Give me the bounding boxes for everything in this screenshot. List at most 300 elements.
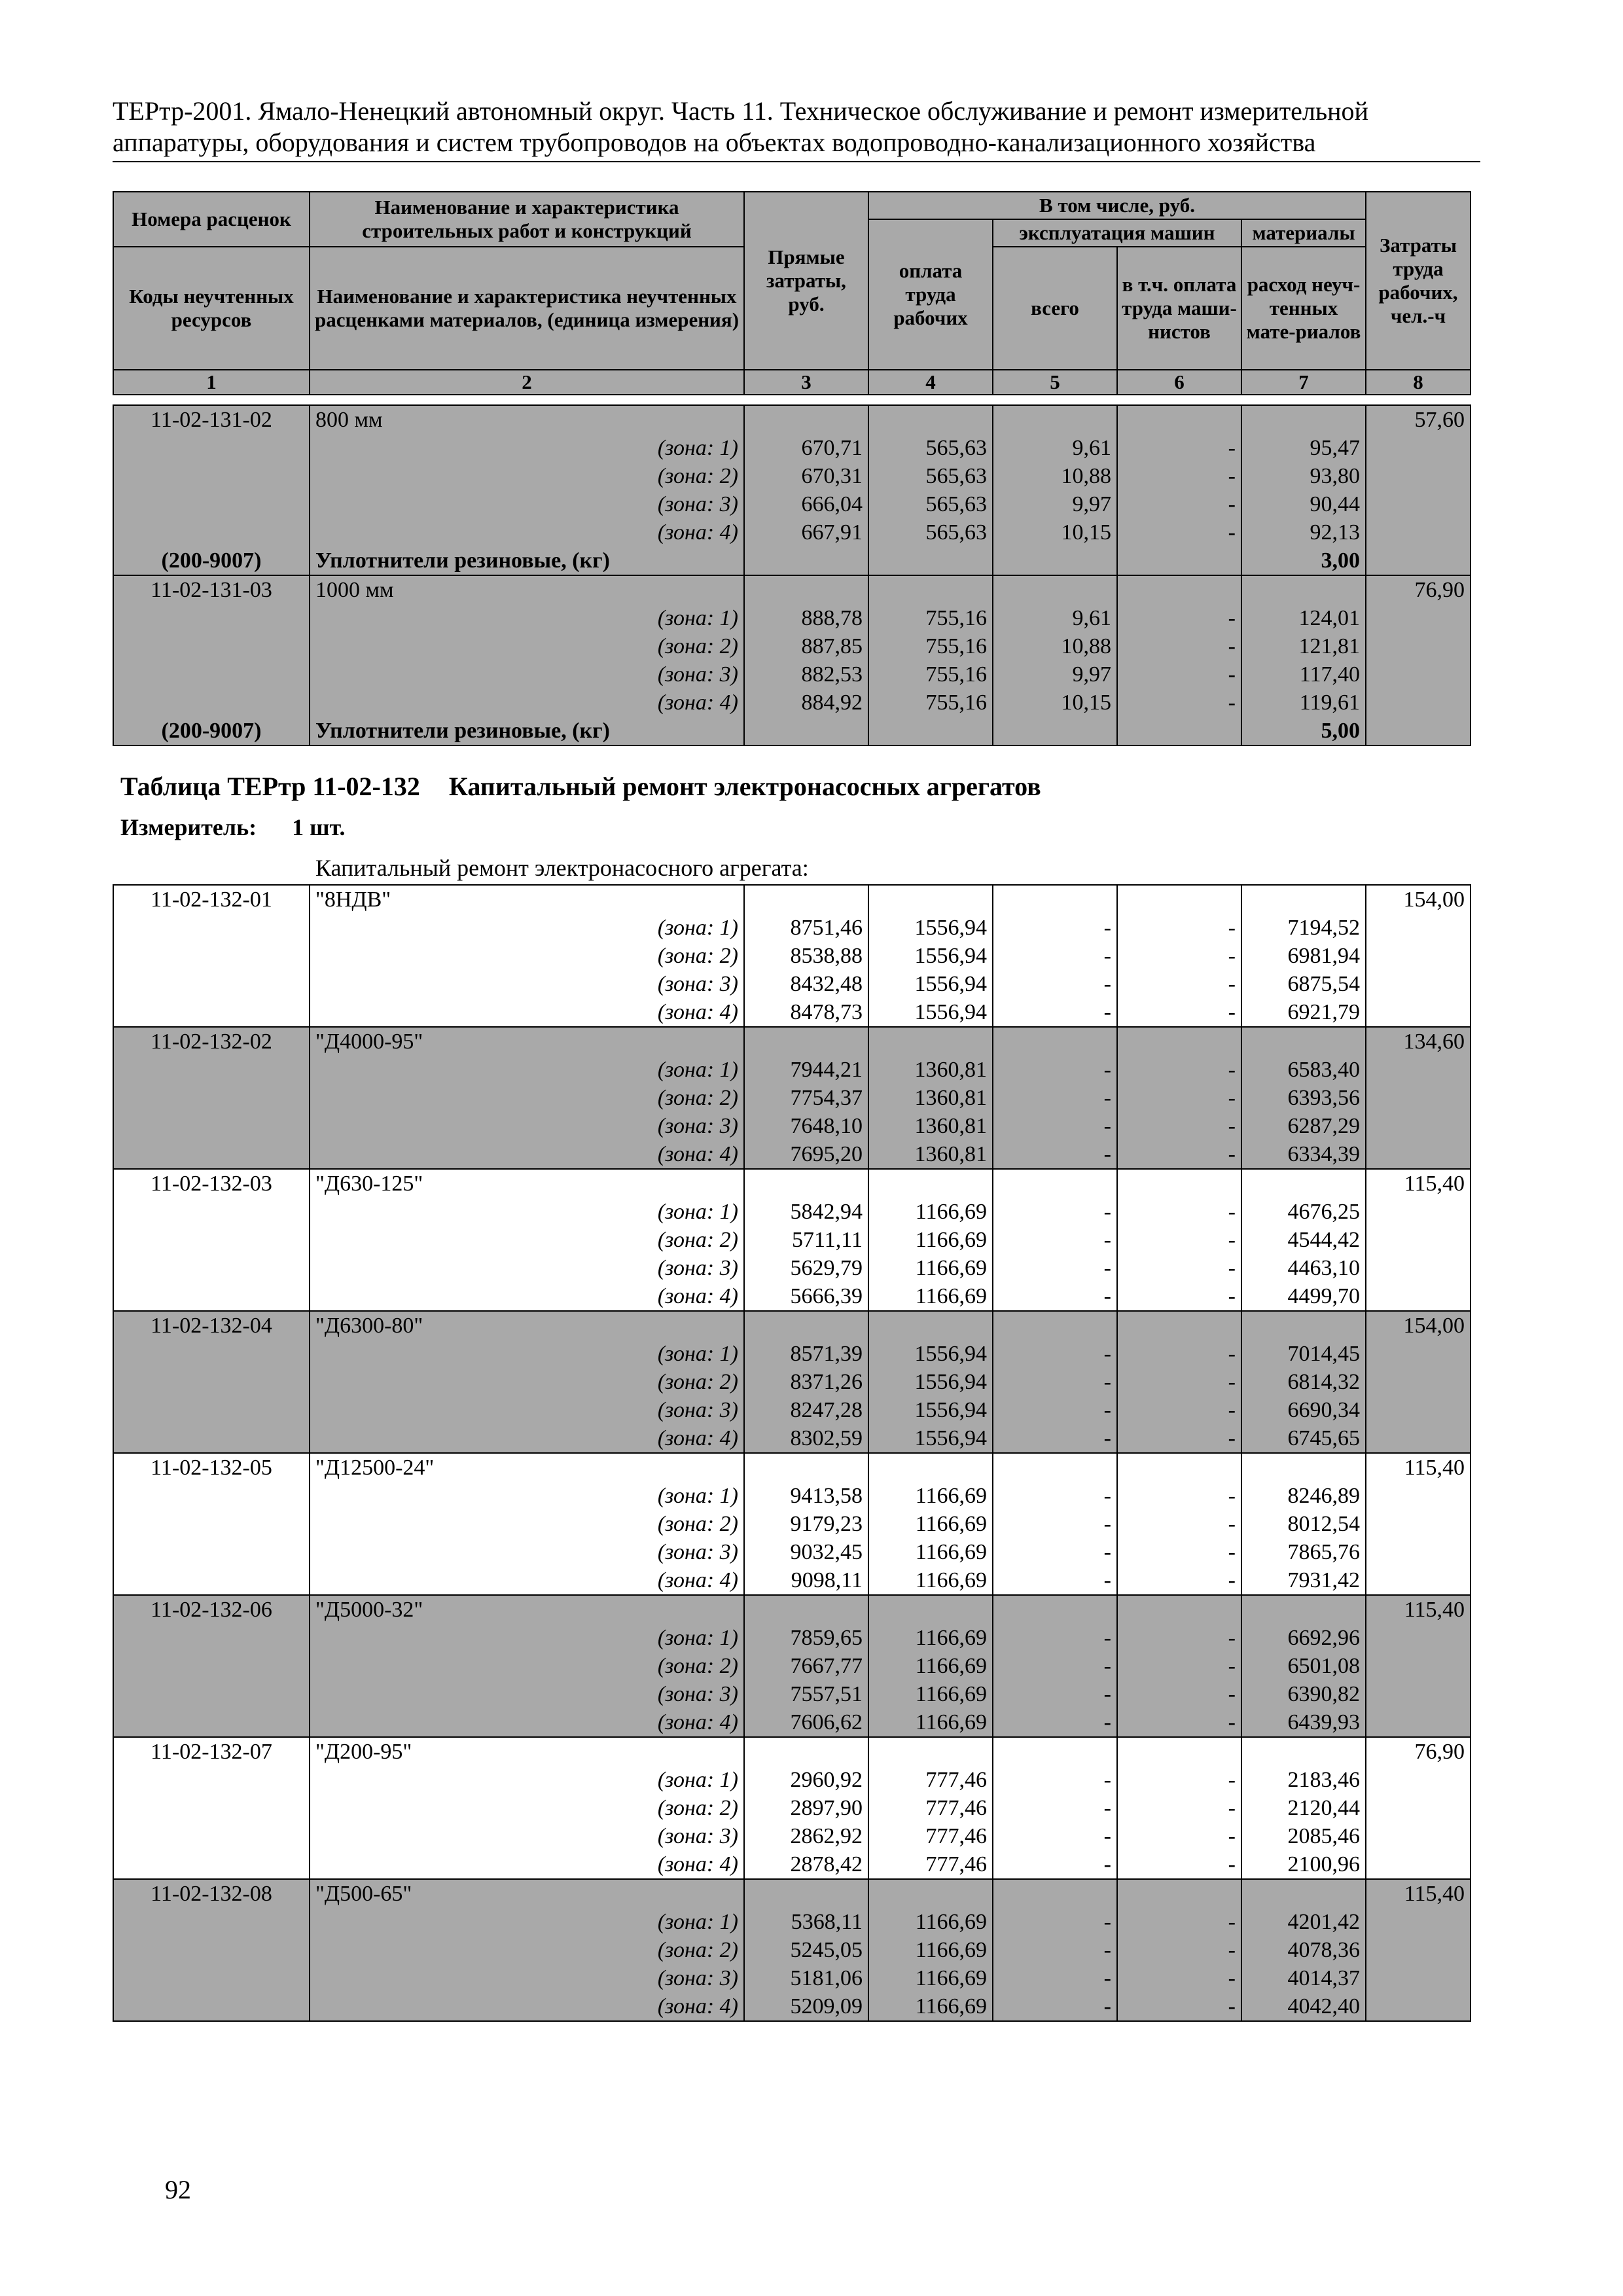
empty-cell xyxy=(1366,1198,1471,1226)
rate-row xyxy=(113,1169,1471,1198)
direct-cost: 5842,94 xyxy=(744,1198,868,1226)
machine-cost: - xyxy=(993,1794,1117,1822)
zone-row xyxy=(113,914,1471,942)
rate-row xyxy=(113,405,1471,434)
empty-cell xyxy=(744,1879,868,1908)
direct-cost: 7648,10 xyxy=(744,1112,868,1140)
col-number: 1 xyxy=(113,370,310,395)
machine-cost: - xyxy=(993,1566,1117,1595)
machinist-wage: - xyxy=(1117,1794,1241,1822)
col-number: 5 xyxy=(993,370,1117,395)
machinist-wage: - xyxy=(1117,660,1241,689)
empty-cell xyxy=(993,1169,1117,1198)
zone-label: (зона: 2) xyxy=(310,632,744,660)
empty-cell xyxy=(993,575,1117,604)
empty-cell xyxy=(113,1396,310,1424)
machinist-wage: - xyxy=(1117,1936,1241,1964)
worker-wage: 1166,69 xyxy=(868,1908,993,1936)
zone-label: (зона: 1) xyxy=(310,914,744,942)
empty-cell xyxy=(1117,547,1241,575)
worker-wage: 777,46 xyxy=(868,1850,993,1879)
empty-cell xyxy=(113,1510,310,1538)
material-cost: 4078,36 xyxy=(1241,1936,1366,1964)
machinist-wage: - xyxy=(1117,1652,1241,1680)
direct-cost: 667,91 xyxy=(744,518,868,547)
material-cost: 6981,94 xyxy=(1241,942,1366,970)
material-cost: 124,01 xyxy=(1241,604,1366,632)
direct-cost: 5629,79 xyxy=(744,1254,868,1282)
empty-cell xyxy=(1117,1595,1241,1624)
direct-cost: 2878,42 xyxy=(744,1850,868,1879)
empty-cell xyxy=(1366,434,1471,462)
material-cost: 8012,54 xyxy=(1241,1510,1366,1538)
col-number: 6 xyxy=(1117,370,1241,395)
material-cost: 2085,46 xyxy=(1241,1822,1366,1850)
machinist-wage: - xyxy=(1117,942,1241,970)
empty-cell xyxy=(868,405,993,434)
page-number: 92 xyxy=(165,2175,191,2204)
machine-cost: - xyxy=(993,1226,1117,1254)
machine-cost: - xyxy=(993,1254,1117,1282)
empty-cell xyxy=(113,1708,310,1737)
worker-wage: 1166,69 xyxy=(868,1624,993,1652)
zone-row xyxy=(113,1140,1471,1169)
direct-cost: 9413,58 xyxy=(744,1482,868,1510)
empty-cell xyxy=(1117,1169,1241,1198)
empty-cell xyxy=(744,405,868,434)
zone-row xyxy=(113,1766,1471,1794)
worker-wage: 1556,94 xyxy=(868,1424,993,1453)
material-cost: 4042,40 xyxy=(1241,1992,1366,2021)
rate-row xyxy=(113,1311,1471,1340)
machinist-wage: - xyxy=(1117,1708,1241,1737)
empty-cell xyxy=(868,1879,993,1908)
zone-label: (зона: 3) xyxy=(310,1680,744,1708)
machinist-wage: - xyxy=(1117,1538,1241,1566)
worker-wage: 1166,69 xyxy=(868,1254,993,1282)
machine-cost: - xyxy=(993,1084,1117,1112)
direct-cost: 887,85 xyxy=(744,632,868,660)
worker-wage: 1166,69 xyxy=(868,1482,993,1510)
empty-cell xyxy=(744,1453,868,1482)
machine-cost: - xyxy=(993,970,1117,998)
machine-cost: - xyxy=(993,1908,1117,1936)
zone-label: (зона: 4) xyxy=(310,689,744,717)
col-number: 2 xyxy=(310,370,744,395)
zone-row xyxy=(113,660,1471,689)
zone-row xyxy=(113,689,1471,717)
labor-hours: 115,40 xyxy=(1366,1169,1471,1198)
zone-label: (зона: 2) xyxy=(310,1226,744,1254)
empty-cell xyxy=(1366,547,1471,575)
machine-cost: - xyxy=(993,1964,1117,1992)
empty-cell xyxy=(113,1538,310,1566)
machinist-wage: - xyxy=(1117,604,1241,632)
resource-amount: 3,00 xyxy=(1241,547,1366,575)
empty-cell xyxy=(1366,1254,1471,1282)
zone-label: (зона: 3) xyxy=(310,970,744,998)
zone-label: (зона: 1) xyxy=(310,1198,744,1226)
machinist-wage: - xyxy=(1117,1282,1241,1311)
empty-cell xyxy=(868,575,993,604)
empty-cell xyxy=(113,1794,310,1822)
rate-row xyxy=(113,1737,1471,1766)
empty-cell xyxy=(1366,1510,1471,1538)
empty-cell xyxy=(113,462,310,490)
empty-cell xyxy=(113,998,310,1027)
header-col4: оплата труда рабочих xyxy=(868,219,993,370)
zone-row xyxy=(113,970,1471,998)
col-number: 7 xyxy=(1241,370,1366,395)
zone-label: (зона: 3) xyxy=(310,1822,744,1850)
labor-hours: 115,40 xyxy=(1366,1879,1471,1908)
material-cost: 7014,45 xyxy=(1241,1340,1366,1368)
labor-hours: 115,40 xyxy=(1366,1595,1471,1624)
empty-cell xyxy=(1366,1140,1471,1169)
zone-row xyxy=(113,1538,1471,1566)
empty-cell xyxy=(1366,1538,1471,1566)
machine-cost: - xyxy=(993,1340,1117,1368)
machinist-wage: - xyxy=(1117,462,1241,490)
empty-cell xyxy=(744,1311,868,1340)
direct-cost: 9032,45 xyxy=(744,1538,868,1566)
empty-cell xyxy=(1241,1595,1366,1624)
empty-cell xyxy=(1366,1482,1471,1510)
zone-row xyxy=(113,604,1471,632)
direct-cost: 5711,11 xyxy=(744,1226,868,1254)
col-number: 3 xyxy=(744,370,868,395)
machinist-wage: - xyxy=(1117,1964,1241,1992)
direct-cost: 884,92 xyxy=(744,689,868,717)
zone-row xyxy=(113,1936,1471,1964)
machine-cost: - xyxy=(993,1510,1117,1538)
labor-hours: 115,40 xyxy=(1366,1453,1471,1482)
direct-cost: 2862,92 xyxy=(744,1822,868,1850)
empty-cell xyxy=(1366,998,1471,1027)
resource-amount: 5,00 xyxy=(1241,717,1366,745)
empty-cell xyxy=(113,660,310,689)
empty-cell xyxy=(868,1453,993,1482)
empty-cell xyxy=(1366,1368,1471,1396)
worker-wage: 777,46 xyxy=(868,1794,993,1822)
labor-hours: 76,90 xyxy=(1366,575,1471,604)
machine-cost: - xyxy=(993,1708,1117,1737)
material-cost: 117,40 xyxy=(1241,660,1366,689)
machine-cost: - xyxy=(993,942,1117,970)
machine-cost: 9,97 xyxy=(993,490,1117,518)
worker-wage: 1166,69 xyxy=(868,1282,993,1311)
zone-label: (зона: 2) xyxy=(310,1368,744,1396)
machine-cost: - xyxy=(993,1680,1117,1708)
machinist-wage: - xyxy=(1117,1056,1241,1084)
material-cost: 4676,25 xyxy=(1241,1198,1366,1226)
zone-label: (зона: 3) xyxy=(310,660,744,689)
empty-cell xyxy=(113,914,310,942)
empty-cell xyxy=(1117,885,1241,914)
worker-wage: 565,63 xyxy=(868,518,993,547)
machine-cost: - xyxy=(993,1538,1117,1566)
worker-wage: 1556,94 xyxy=(868,1340,993,1368)
empty-cell xyxy=(1117,717,1241,745)
empty-cell xyxy=(113,689,310,717)
zone-label: (зона: 3) xyxy=(310,1964,744,1992)
direct-cost: 5245,05 xyxy=(744,1936,868,1964)
empty-cell xyxy=(1366,942,1471,970)
worker-wage: 1166,69 xyxy=(868,1680,993,1708)
rate-code: 11-02-132-02 xyxy=(113,1027,310,1056)
machine-cost: - xyxy=(993,1936,1117,1964)
empty-cell xyxy=(868,547,993,575)
machinist-wage: - xyxy=(1117,689,1241,717)
material-cost: 6334,39 xyxy=(1241,1140,1366,1169)
machine-cost: - xyxy=(993,1766,1117,1794)
empty-cell xyxy=(1366,1340,1471,1368)
empty-cell xyxy=(1366,1680,1471,1708)
empty-cell xyxy=(1366,632,1471,660)
material-cost: 6814,32 xyxy=(1241,1368,1366,1396)
header-col2-bottom: Наименование и характеристика неучтенных расценками материалов, (единица измерения) xyxy=(310,247,744,370)
zone-label: (зона: 2) xyxy=(310,1510,744,1538)
empty-cell xyxy=(1366,1794,1471,1822)
empty-cell xyxy=(113,1226,310,1254)
rate-name: "Д500-65" xyxy=(310,1879,744,1908)
machinist-wage: - xyxy=(1117,1396,1241,1424)
rate-name: "Д5000-32" xyxy=(310,1595,744,1624)
rate-code: 11-02-131-03 xyxy=(113,575,310,604)
empty-cell xyxy=(113,1566,310,1595)
zone-label: (зона: 1) xyxy=(310,434,744,462)
material-cost: 6390,82 xyxy=(1241,1680,1366,1708)
zone-label: (зона: 1) xyxy=(310,1056,744,1084)
direct-cost: 7754,37 xyxy=(744,1084,868,1112)
material-cost: 6439,93 xyxy=(1241,1708,1366,1737)
rate-name: 1000 мм xyxy=(310,575,744,604)
machinist-wage: - xyxy=(1117,632,1241,660)
machinist-wage: - xyxy=(1117,1510,1241,1538)
zone-row xyxy=(113,1226,1471,1254)
zone-label: (зона: 1) xyxy=(310,1908,744,1936)
empty-cell xyxy=(113,1850,310,1879)
material-cost: 6501,08 xyxy=(1241,1652,1366,1680)
zone-label: (зона: 4) xyxy=(310,1424,744,1453)
direct-cost: 2897,90 xyxy=(744,1794,868,1822)
machine-cost: - xyxy=(993,1140,1117,1169)
zone-row xyxy=(113,1908,1471,1936)
zone-label: (зона: 2) xyxy=(310,462,744,490)
machinist-wage: - xyxy=(1117,1624,1241,1652)
rate-row xyxy=(113,1595,1471,1624)
zone-row xyxy=(113,1708,1471,1737)
material-cost: 6393,56 xyxy=(1241,1084,1366,1112)
zone-label: (зона: 4) xyxy=(310,998,744,1027)
zone-label: (зона: 3) xyxy=(310,1254,744,1282)
empty-cell xyxy=(1366,1850,1471,1879)
machine-cost: - xyxy=(993,1424,1117,1453)
zone-label: (зона: 3) xyxy=(310,1396,744,1424)
direct-cost: 7606,62 xyxy=(744,1708,868,1737)
empty-cell xyxy=(993,1879,1117,1908)
machinist-wage: - xyxy=(1117,914,1241,942)
machine-cost: - xyxy=(993,1652,1117,1680)
empty-cell xyxy=(113,1282,310,1311)
empty-cell xyxy=(993,1595,1117,1624)
worker-wage: 1556,94 xyxy=(868,970,993,998)
empty-cell xyxy=(1366,490,1471,518)
empty-cell xyxy=(113,1680,310,1708)
header-col2-top: Наименование и характеристика строительных работ и конструкций xyxy=(310,192,744,247)
empty-cell xyxy=(1117,1311,1241,1340)
machinist-wage: - xyxy=(1117,1424,1241,1453)
zone-row xyxy=(113,1198,1471,1226)
zone-label: (зона: 1) xyxy=(310,1624,744,1652)
empty-cell xyxy=(113,1112,310,1140)
rates-table-131 xyxy=(113,404,1471,746)
worker-wage: 1360,81 xyxy=(868,1140,993,1169)
machine-cost: 9,61 xyxy=(993,434,1117,462)
rates-table-131-body xyxy=(113,405,1471,745)
direct-cost: 888,78 xyxy=(744,604,868,632)
machinist-wage: - xyxy=(1117,1140,1241,1169)
machine-cost: - xyxy=(993,1396,1117,1424)
direct-cost: 8432,48 xyxy=(744,970,868,998)
machine-cost: 10,15 xyxy=(993,689,1117,717)
zone-row xyxy=(113,1624,1471,1652)
rate-row xyxy=(113,575,1471,604)
table-label: Таблица ТЕРтр 11-02-132 xyxy=(120,772,420,801)
empty-cell xyxy=(744,1595,868,1624)
col-number: 8 xyxy=(1366,370,1471,395)
rate-name: "8НДВ" xyxy=(310,885,744,914)
empty-cell xyxy=(113,1936,310,1964)
empty-cell xyxy=(113,1198,310,1226)
zone-row xyxy=(113,1482,1471,1510)
zone-label: (зона: 4) xyxy=(310,1282,744,1311)
empty-cell xyxy=(113,1964,310,1992)
machinist-wage: - xyxy=(1117,1368,1241,1396)
zone-row xyxy=(113,434,1471,462)
material-cost: 4463,10 xyxy=(1241,1254,1366,1282)
material-cost: 119,61 xyxy=(1241,689,1366,717)
empty-cell xyxy=(744,885,868,914)
worker-wage: 755,16 xyxy=(868,604,993,632)
worker-wage: 1166,69 xyxy=(868,1652,993,1680)
machine-cost: - xyxy=(993,1850,1117,1879)
worker-wage: 755,16 xyxy=(868,632,993,660)
machinist-wage: - xyxy=(1117,1566,1241,1595)
zone-label: (зона: 2) xyxy=(310,942,744,970)
zone-row xyxy=(113,1566,1471,1595)
empty-cell xyxy=(744,1027,868,1056)
zone-label: (зона: 4) xyxy=(310,1566,744,1595)
direct-cost: 7557,51 xyxy=(744,1680,868,1708)
header-col8: Затраты труда рабочих, чел.-ч xyxy=(1366,192,1471,370)
machinist-wage: - xyxy=(1117,970,1241,998)
material-cost: 4544,42 xyxy=(1241,1226,1366,1254)
empty-cell xyxy=(1241,1879,1366,1908)
resource-name: Уплотнители резиновые, (кг) xyxy=(310,547,744,575)
zone-row xyxy=(113,1652,1471,1680)
empty-cell xyxy=(1117,1879,1241,1908)
empty-cell xyxy=(1241,1311,1366,1340)
rate-code: 11-02-132-06 xyxy=(113,1595,310,1624)
zone-row xyxy=(113,1680,1471,1708)
material-cost: 6875,54 xyxy=(1241,970,1366,998)
machinist-wage: - xyxy=(1117,1198,1241,1226)
empty-cell xyxy=(113,1652,310,1680)
empty-cell xyxy=(1366,1964,1471,1992)
empty-cell xyxy=(744,547,868,575)
machinist-wage: - xyxy=(1117,1908,1241,1936)
empty-cell xyxy=(744,717,868,745)
measure-value: 1 шт. xyxy=(292,814,346,840)
zone-row xyxy=(113,1822,1471,1850)
zone-label: (зона: 4) xyxy=(310,518,744,547)
worker-wage: 1166,69 xyxy=(868,1538,993,1566)
header-group: В том числе, руб. xyxy=(868,192,1366,219)
zone-label: (зона: 4) xyxy=(310,1850,744,1879)
empty-cell xyxy=(1366,1424,1471,1453)
empty-cell xyxy=(868,885,993,914)
empty-cell xyxy=(113,518,310,547)
zone-row xyxy=(113,1396,1471,1424)
empty-cell xyxy=(1117,1737,1241,1766)
labor-hours: 154,00 xyxy=(1366,1311,1471,1340)
section-title xyxy=(120,771,1041,802)
worker-wage: 1556,94 xyxy=(868,1396,993,1424)
empty-cell xyxy=(1241,405,1366,434)
material-cost: 4499,70 xyxy=(1241,1282,1366,1311)
empty-cell xyxy=(1366,717,1471,745)
worker-wage: 565,63 xyxy=(868,434,993,462)
empty-cell xyxy=(1366,1624,1471,1652)
direct-cost: 5181,06 xyxy=(744,1964,868,1992)
worker-wage: 1166,69 xyxy=(868,1708,993,1737)
machinist-wage: - xyxy=(1117,1992,1241,2021)
material-cost: 8246,89 xyxy=(1241,1482,1366,1510)
zone-row xyxy=(113,632,1471,660)
worker-wage: 1166,69 xyxy=(868,1198,993,1226)
header-col7: расход неуч-тенных мате-риалов xyxy=(1241,247,1366,370)
measure-line xyxy=(120,814,345,841)
material-cost: 6583,40 xyxy=(1241,1056,1366,1084)
rate-name: "Д200-95" xyxy=(310,1737,744,1766)
empty-cell xyxy=(113,1340,310,1368)
machinist-wage: - xyxy=(1117,1112,1241,1140)
worker-wage: 755,16 xyxy=(868,689,993,717)
rate-code: 11-02-132-01 xyxy=(113,885,310,914)
empty-cell xyxy=(1117,1453,1241,1482)
direct-cost: 666,04 xyxy=(744,490,868,518)
direct-cost: 2960,92 xyxy=(744,1766,868,1794)
table-header xyxy=(113,191,1471,395)
zone-row xyxy=(113,998,1471,1027)
zone-row xyxy=(113,1368,1471,1396)
empty-cell xyxy=(993,547,1117,575)
machine-cost: - xyxy=(993,914,1117,942)
direct-cost: 670,31 xyxy=(744,462,868,490)
worker-wage: 1360,81 xyxy=(868,1084,993,1112)
empty-cell xyxy=(993,1027,1117,1056)
zone-label: (зона: 4) xyxy=(310,1708,744,1737)
empty-cell xyxy=(1366,1822,1471,1850)
empty-cell xyxy=(113,942,310,970)
empty-cell xyxy=(113,1766,310,1794)
empty-cell xyxy=(868,1595,993,1624)
zone-label: (зона: 3) xyxy=(310,1538,744,1566)
header-number-row xyxy=(113,370,1471,395)
direct-cost: 8247,28 xyxy=(744,1396,868,1424)
material-cost: 2183,46 xyxy=(1241,1766,1366,1794)
